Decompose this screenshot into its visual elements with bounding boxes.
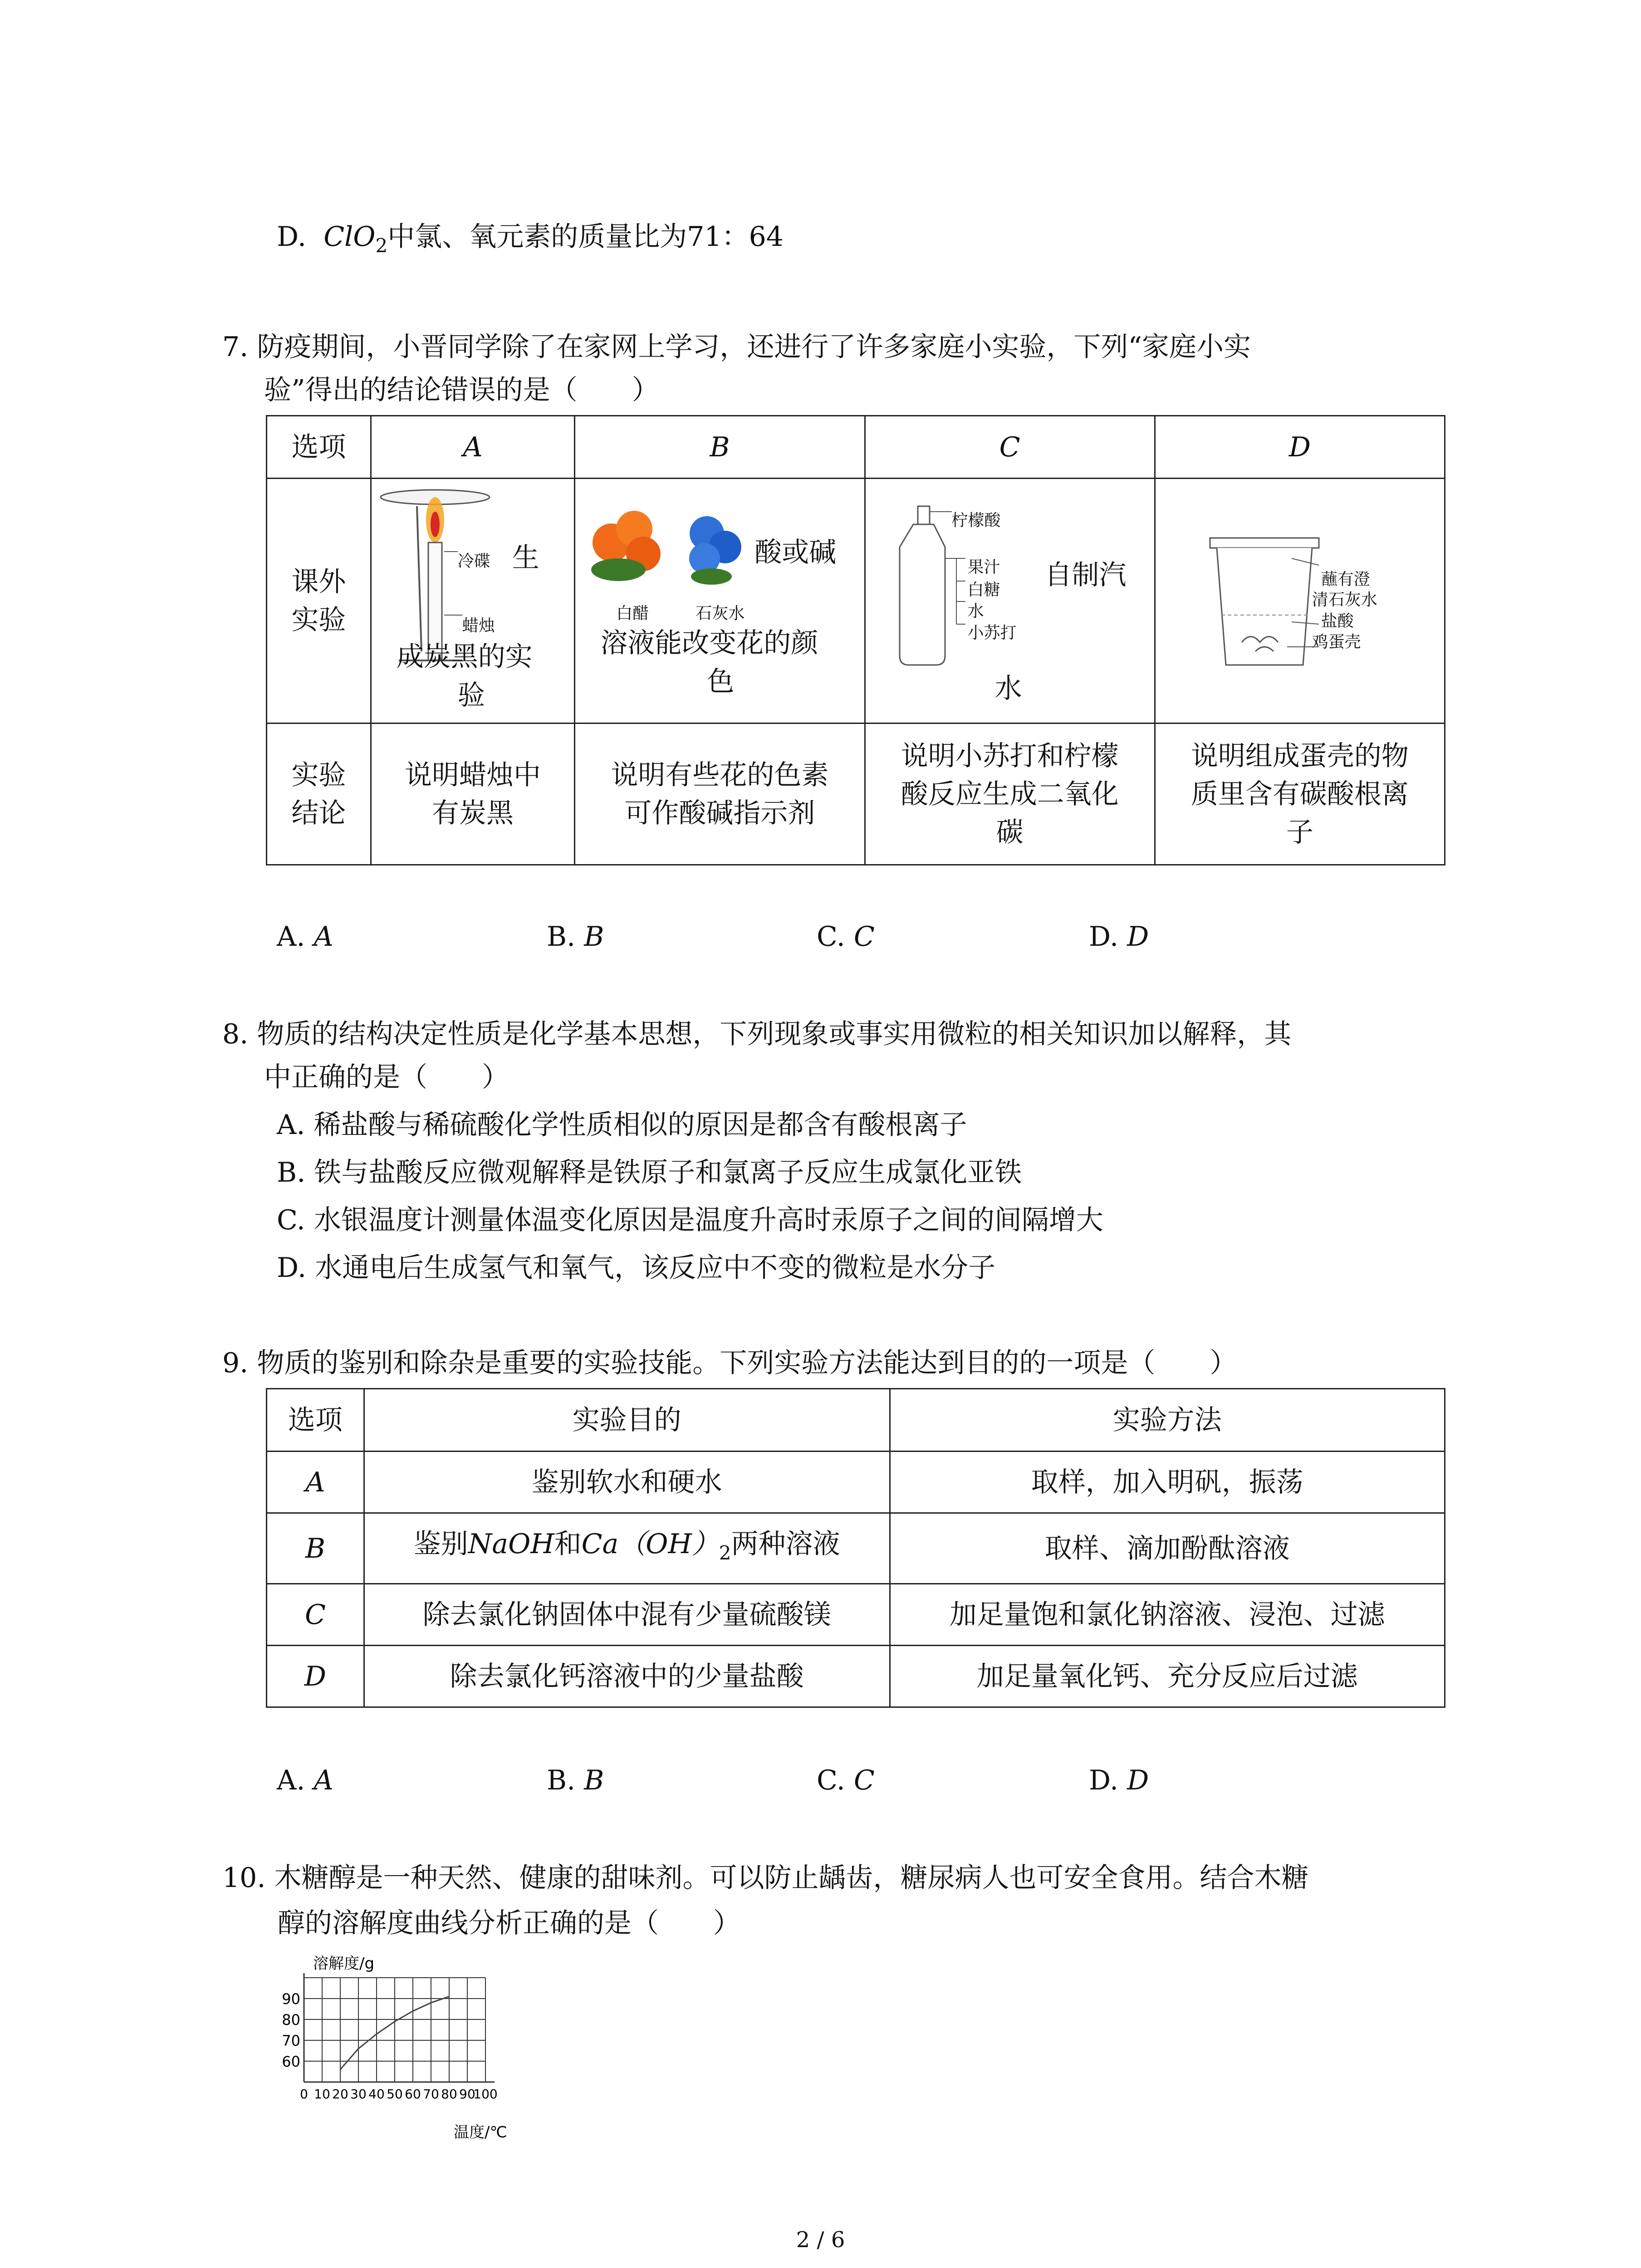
x-tick-label: 100: [473, 2087, 498, 2102]
y-tick-label: 70: [282, 2032, 300, 2049]
formula: NaOH: [468, 1528, 554, 1560]
y-ticks: [282, 1990, 300, 2070]
conclusion-line: 说明组成蛋壳的物: [1190, 740, 1409, 772]
exp-text: 生: [512, 542, 539, 574]
option-text: 中氯、氧元素的质量比为71：64: [387, 221, 784, 253]
label-juice: 果汁: [967, 558, 1000, 577]
q7-option-b[interactable]: [547, 919, 604, 955]
label-sugar: 白糖: [967, 581, 1000, 599]
label-limewater-dip: 蘸有澄: [1321, 570, 1370, 589]
label-limewater: 清石灰水: [1312, 591, 1377, 609]
q8-choice-a[interactable]: A. 稀盐酸与稀硫酸化学性质相似的原因是都含有酸根离子: [277, 1109, 967, 1141]
conclusion-cell: [371, 723, 574, 865]
conclusion-cell: [575, 723, 865, 865]
x-tick-label: 50: [387, 2087, 403, 2102]
option-letter: B.: [547, 921, 576, 953]
q9-option-c[interactable]: [817, 1762, 875, 1799]
option-value: D: [1127, 1765, 1149, 1796]
purpose-cell: [364, 1513, 890, 1584]
option-letter: D.: [277, 221, 307, 253]
purpose-cell: 除去氯化钙溶液中的少量盐酸: [364, 1646, 890, 1707]
conclusion-line: 说明蜡烛中: [405, 759, 541, 791]
experiment-d: [1155, 479, 1445, 723]
q6-option-d: [277, 219, 784, 264]
option-letter: B.: [547, 1765, 576, 1796]
table-row: [267, 1584, 1445, 1646]
exp-text: 色: [707, 666, 735, 698]
text: 两种溶液: [731, 1528, 840, 1560]
method-cell: 取样、滴加酚酞溶液: [890, 1513, 1445, 1584]
table-row: [267, 479, 1445, 723]
label-eggshell: 鸡蛋壳: [1312, 633, 1361, 651]
option-cell: B: [267, 1513, 364, 1584]
x-axis-label: 温度/℃: [454, 2123, 507, 2141]
label-hydrochloric-acid: 盐酸: [1321, 612, 1354, 631]
conclusion-cell: [865, 723, 1155, 865]
q7-stem-line1: 7. 防疫期间，小晋同学除了在家网上学习，还进行了许多家庭小实验，下列“家庭小实: [222, 331, 1251, 363]
experiment-a: [371, 479, 574, 723]
q7-stem-line2: 验”得出的结论错误的是（ ）: [264, 374, 659, 406]
header-cell: 选项: [267, 1389, 364, 1452]
chart-grid: [304, 1973, 495, 2082]
conclusion-line: 有炭黑: [432, 797, 514, 829]
page-number: 2 / 6: [796, 2227, 845, 2253]
label-limewater: 石灰水: [696, 604, 745, 623]
header-cell: A: [371, 416, 574, 479]
q8-choice-d[interactable]: D. 水通电后生成氢气和氧气，该反应中不变的微粒是水分子: [277, 1252, 996, 1284]
x-tick-label: 30: [350, 2087, 367, 2102]
formula: Ca（OH）: [581, 1528, 719, 1560]
x-ticks: [300, 2087, 498, 2102]
exp-text: 酸或碱: [754, 537, 837, 568]
option-letter: D.: [1089, 921, 1119, 953]
exp-text: 水: [994, 673, 1022, 704]
q9-option-d[interactable]: [1089, 1762, 1149, 1799]
header-cell: D: [1155, 416, 1445, 479]
option-value: A: [314, 1765, 333, 1796]
label-vinegar: 白醋: [616, 604, 649, 623]
experiment-b: [575, 479, 865, 723]
option-cell: D: [267, 1646, 364, 1707]
purpose-cell: 鉴别软水和硬水: [364, 1452, 890, 1513]
conclusion-line: 说明小苏打和柠檬: [901, 740, 1119, 772]
conclusion-line: 酸反应生成二氧化: [901, 778, 1119, 810]
text: 和: [554, 1528, 582, 1560]
q9-stem: 9. 物质的鉴别和除杂是重要的实验技能。下列实验方法能达到目的的一项是（ ）: [222, 1347, 1237, 1379]
q9-option-b[interactable]: [547, 1762, 604, 1799]
purpose-cell: 除去氯化钠固体中混有少量硫酸镁: [364, 1584, 890, 1646]
option-value: C: [853, 1765, 875, 1796]
exp-text: 验: [457, 679, 485, 711]
x-tick-label: 20: [332, 2087, 348, 2102]
conclusion-line: 碳: [996, 816, 1024, 848]
option-letter: C.: [817, 1765, 845, 1796]
x-tick-label: 10: [314, 2087, 330, 2102]
option-value: D: [1127, 921, 1149, 953]
y-tick-label: 90: [282, 1990, 300, 2008]
label-baking-soda: 小苏打: [967, 624, 1017, 642]
label-cold-plate: 冷碟: [457, 552, 490, 571]
x-tick-label: 80: [441, 2087, 457, 2102]
x-tick-label: 40: [368, 2087, 385, 2102]
q7-option-c[interactable]: [817, 919, 875, 955]
option-cell: C: [267, 1584, 364, 1646]
subscript: 2: [375, 235, 388, 257]
q9-table: [266, 1388, 1445, 1708]
label-water: 水: [967, 602, 984, 621]
table-row: [267, 1452, 1445, 1513]
option-value: A: [314, 921, 333, 953]
q8-choice-c[interactable]: C. 水银温度计测量体温变化原因是温度升高时汞原子之间的间隔增大: [277, 1204, 1103, 1236]
eggshell-cup-illustration: [1156, 479, 1446, 724]
x-tick-label: 0: [300, 2087, 308, 2102]
x-tick-label: 70: [423, 2087, 439, 2102]
exp-text: 溶液能改变花的颜: [600, 627, 818, 659]
exp-text: 自制汽: [1044, 559, 1127, 591]
label-line: 结论: [291, 797, 346, 829]
y-axis-label: 溶解度/g: [313, 1955, 375, 1973]
label-citric-acid: 柠檬酸: [951, 511, 1001, 530]
q8-stem-line1: 8. 物质的结构决定性质是化学基本思想，下列现象或事实用微粒的相关知识加以解释，其: [222, 1018, 1292, 1050]
formula: ClO: [323, 221, 376, 253]
option-value: B: [584, 921, 604, 953]
conclusion-line: 质里含有碳酸根离: [1190, 778, 1409, 810]
q8-stem-line2: 中正确的是（ ）: [264, 1061, 509, 1093]
text: 鉴别: [413, 1528, 468, 1560]
q10-stem-line1: 10. 木糖醇是一种天然、健康的甜味剂。可以防止龋齿，糖尿病人也可安全食用。结合木糖: [222, 1862, 1309, 1894]
q9-option-a[interactable]: [277, 1762, 333, 1799]
table-row: [267, 1646, 1445, 1707]
row-label: [267, 479, 371, 723]
header-cell: B: [575, 416, 865, 479]
experiment-c: [865, 479, 1155, 723]
header-cell: 选项: [267, 416, 371, 479]
label-line: 课外: [291, 566, 346, 598]
option-letter: D.: [1089, 1765, 1119, 1796]
label-line: 实验: [291, 604, 346, 636]
method-cell: 加足量氧化钙、充分反应后过滤: [890, 1646, 1445, 1707]
table-row: [267, 1513, 1445, 1584]
q7-option-d[interactable]: [1089, 919, 1149, 955]
y-tick-label: 80: [282, 2011, 300, 2028]
x-tick-label: 90: [459, 2087, 475, 2102]
option-letter: A.: [277, 921, 305, 953]
header-cell: 实验目的: [364, 1389, 890, 1452]
q10-stem-line2: 醇的溶解度曲线分析正确的是（ ）: [278, 1907, 740, 1939]
exp-text: 成炭黑的实: [396, 641, 533, 673]
option-letter: A.: [277, 1765, 305, 1796]
header-cell: C: [865, 416, 1155, 479]
q7-table: [266, 415, 1445, 865]
row-label: [267, 723, 371, 865]
method-cell: 加足量饱和氯化钠溶液、浸泡、过滤: [890, 1584, 1445, 1646]
conclusion-line: 说明有些花的色素: [611, 759, 829, 791]
option-cell: A: [267, 1452, 364, 1513]
x-tick-label: 60: [405, 2087, 421, 2102]
option-value: B: [584, 1765, 604, 1796]
label-line: 实验: [291, 759, 346, 791]
table-header-row: [267, 416, 1445, 479]
method-cell: 取样，加入明矾，振荡: [890, 1452, 1445, 1513]
table-row: [267, 723, 1445, 865]
q8-choice-b[interactable]: B. 铁与盐酸反应微观解释是铁原子和氯离子反应生成氯化亚铁: [277, 1157, 1022, 1188]
solubility-chart: [272, 1950, 554, 2141]
q7-option-a[interactable]: [277, 919, 333, 955]
option-value: C: [853, 921, 875, 953]
conclusion-cell: [1155, 723, 1445, 865]
conclusion-line: 子: [1286, 816, 1313, 848]
header-cell: 实验方法: [890, 1389, 1445, 1452]
option-letter: C.: [817, 921, 845, 953]
label-candle: 蜡烛: [462, 616, 495, 635]
conclusion-line: 可作酸碱指示剂: [624, 797, 815, 829]
y-tick-label: 60: [282, 2053, 300, 2070]
subscript: 2: [719, 1541, 731, 1564]
table-header-row: [267, 1389, 1445, 1452]
